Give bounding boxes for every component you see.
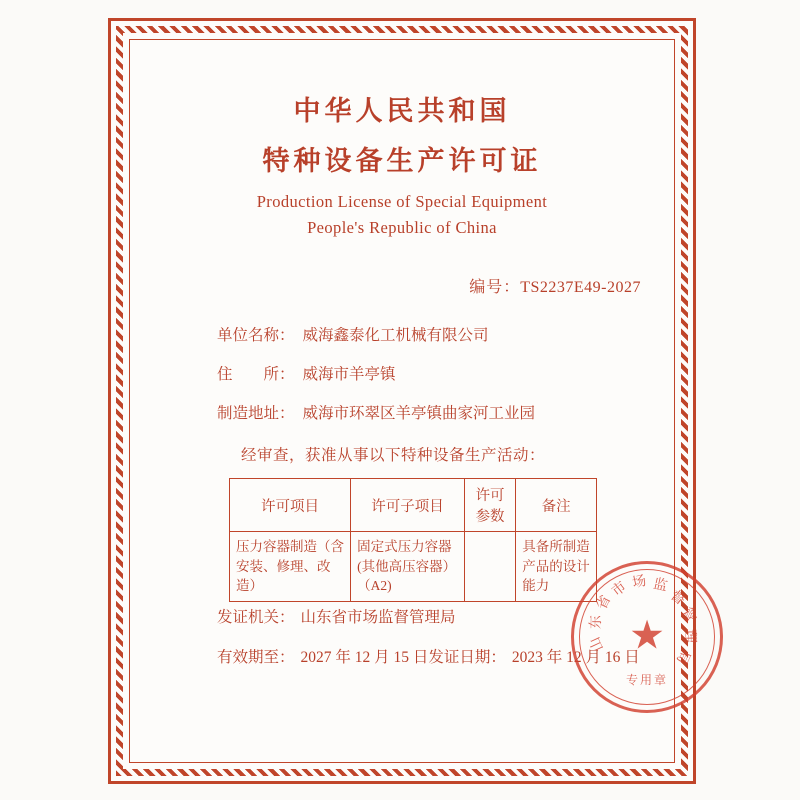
seal-arc-char: 山 [588,633,608,653]
footer-row-issuer [217,605,623,630]
field-label-company-name: 单位名称： [217,327,295,344]
seal-arc-char: 监 [651,577,669,596]
field-value-company-name: 威海鑫泰化工机械有限公司 [302,327,489,344]
field-label-manufacturing-address: 制造地址： [217,405,295,422]
table-row [230,532,597,602]
seal-arc-char: 局 [672,646,692,666]
field-row-company-name [217,323,663,345]
table-header-item: 许可项目 [230,479,351,532]
title-english-country: People's Republic of China [307,218,497,237]
seal-arc-char: 场 [631,574,649,592]
table-cell-parameters [464,532,515,602]
valid-until-value: 2027 年 12 月 15 日 [300,649,429,666]
license-table [229,478,597,602]
certificate-content [141,51,698,751]
seal-star-icon: ★ [629,613,665,658]
seal-arc-char: 省 [594,593,615,613]
serial-number-row [141,274,663,297]
issue-date-value: 2023 年 12 月 16 日 [511,649,640,666]
seal-arc-char: 理 [681,629,698,644]
table-header-parameters: 许可参数 [464,479,515,532]
table-cell-remark: 具备所制造产品的设计能力 [516,532,597,602]
title-english-main: Production License of Special Equipment [256,192,548,211]
certificate-border-frame [108,18,696,784]
serial-number-label: 编号： [469,279,521,296]
table-header-row [230,479,597,532]
seal-arc-char: 督 [667,587,688,609]
serial-number-value: TS2237E49-2027 [520,279,641,296]
seal-arc-char: 市 [609,578,630,600]
valid-until-label: 有效期至： [217,649,295,666]
official-seal [571,561,723,713]
seal-arc-char: 管 [678,606,698,626]
issue-date-label: 发证日期： [428,649,506,666]
title-chinese-main: 特种设备生产许可证 [262,146,542,176]
field-value-address: 威海市羊亭镇 [302,366,396,383]
field-label-address: 住 所： [217,366,295,383]
field-value-manufacturing-address: 威海市环翠区羊亭镇曲家河工业园 [302,405,536,422]
seal-arc-text [574,564,726,716]
approval-statement: 经审查，获准从事以下特种设备生产活动： [241,447,546,464]
field-row-address [217,362,663,384]
title-chinese-country: 中华人民共和国 [293,96,511,126]
seal-bottom-text: 专用章 [625,673,669,687]
footer-row-dates [217,645,640,667]
table-cell-item: 压力容器制造（含安装、修理、改造） [230,532,351,602]
issuer-label: 发证机关： [217,609,295,626]
table-cell-sub-item: 固定式压力容器(其他高压容器）（A2) [351,532,465,602]
seal-arc-char: 东 [588,615,605,630]
table-header-sub-item: 许可子项目 [351,479,465,532]
table-header-remark: 备注 [516,479,597,532]
issuer-value: 山东省市场监督管理局 [300,609,456,626]
field-row-manufacturing-address [217,401,663,423]
field-list [141,323,663,423]
